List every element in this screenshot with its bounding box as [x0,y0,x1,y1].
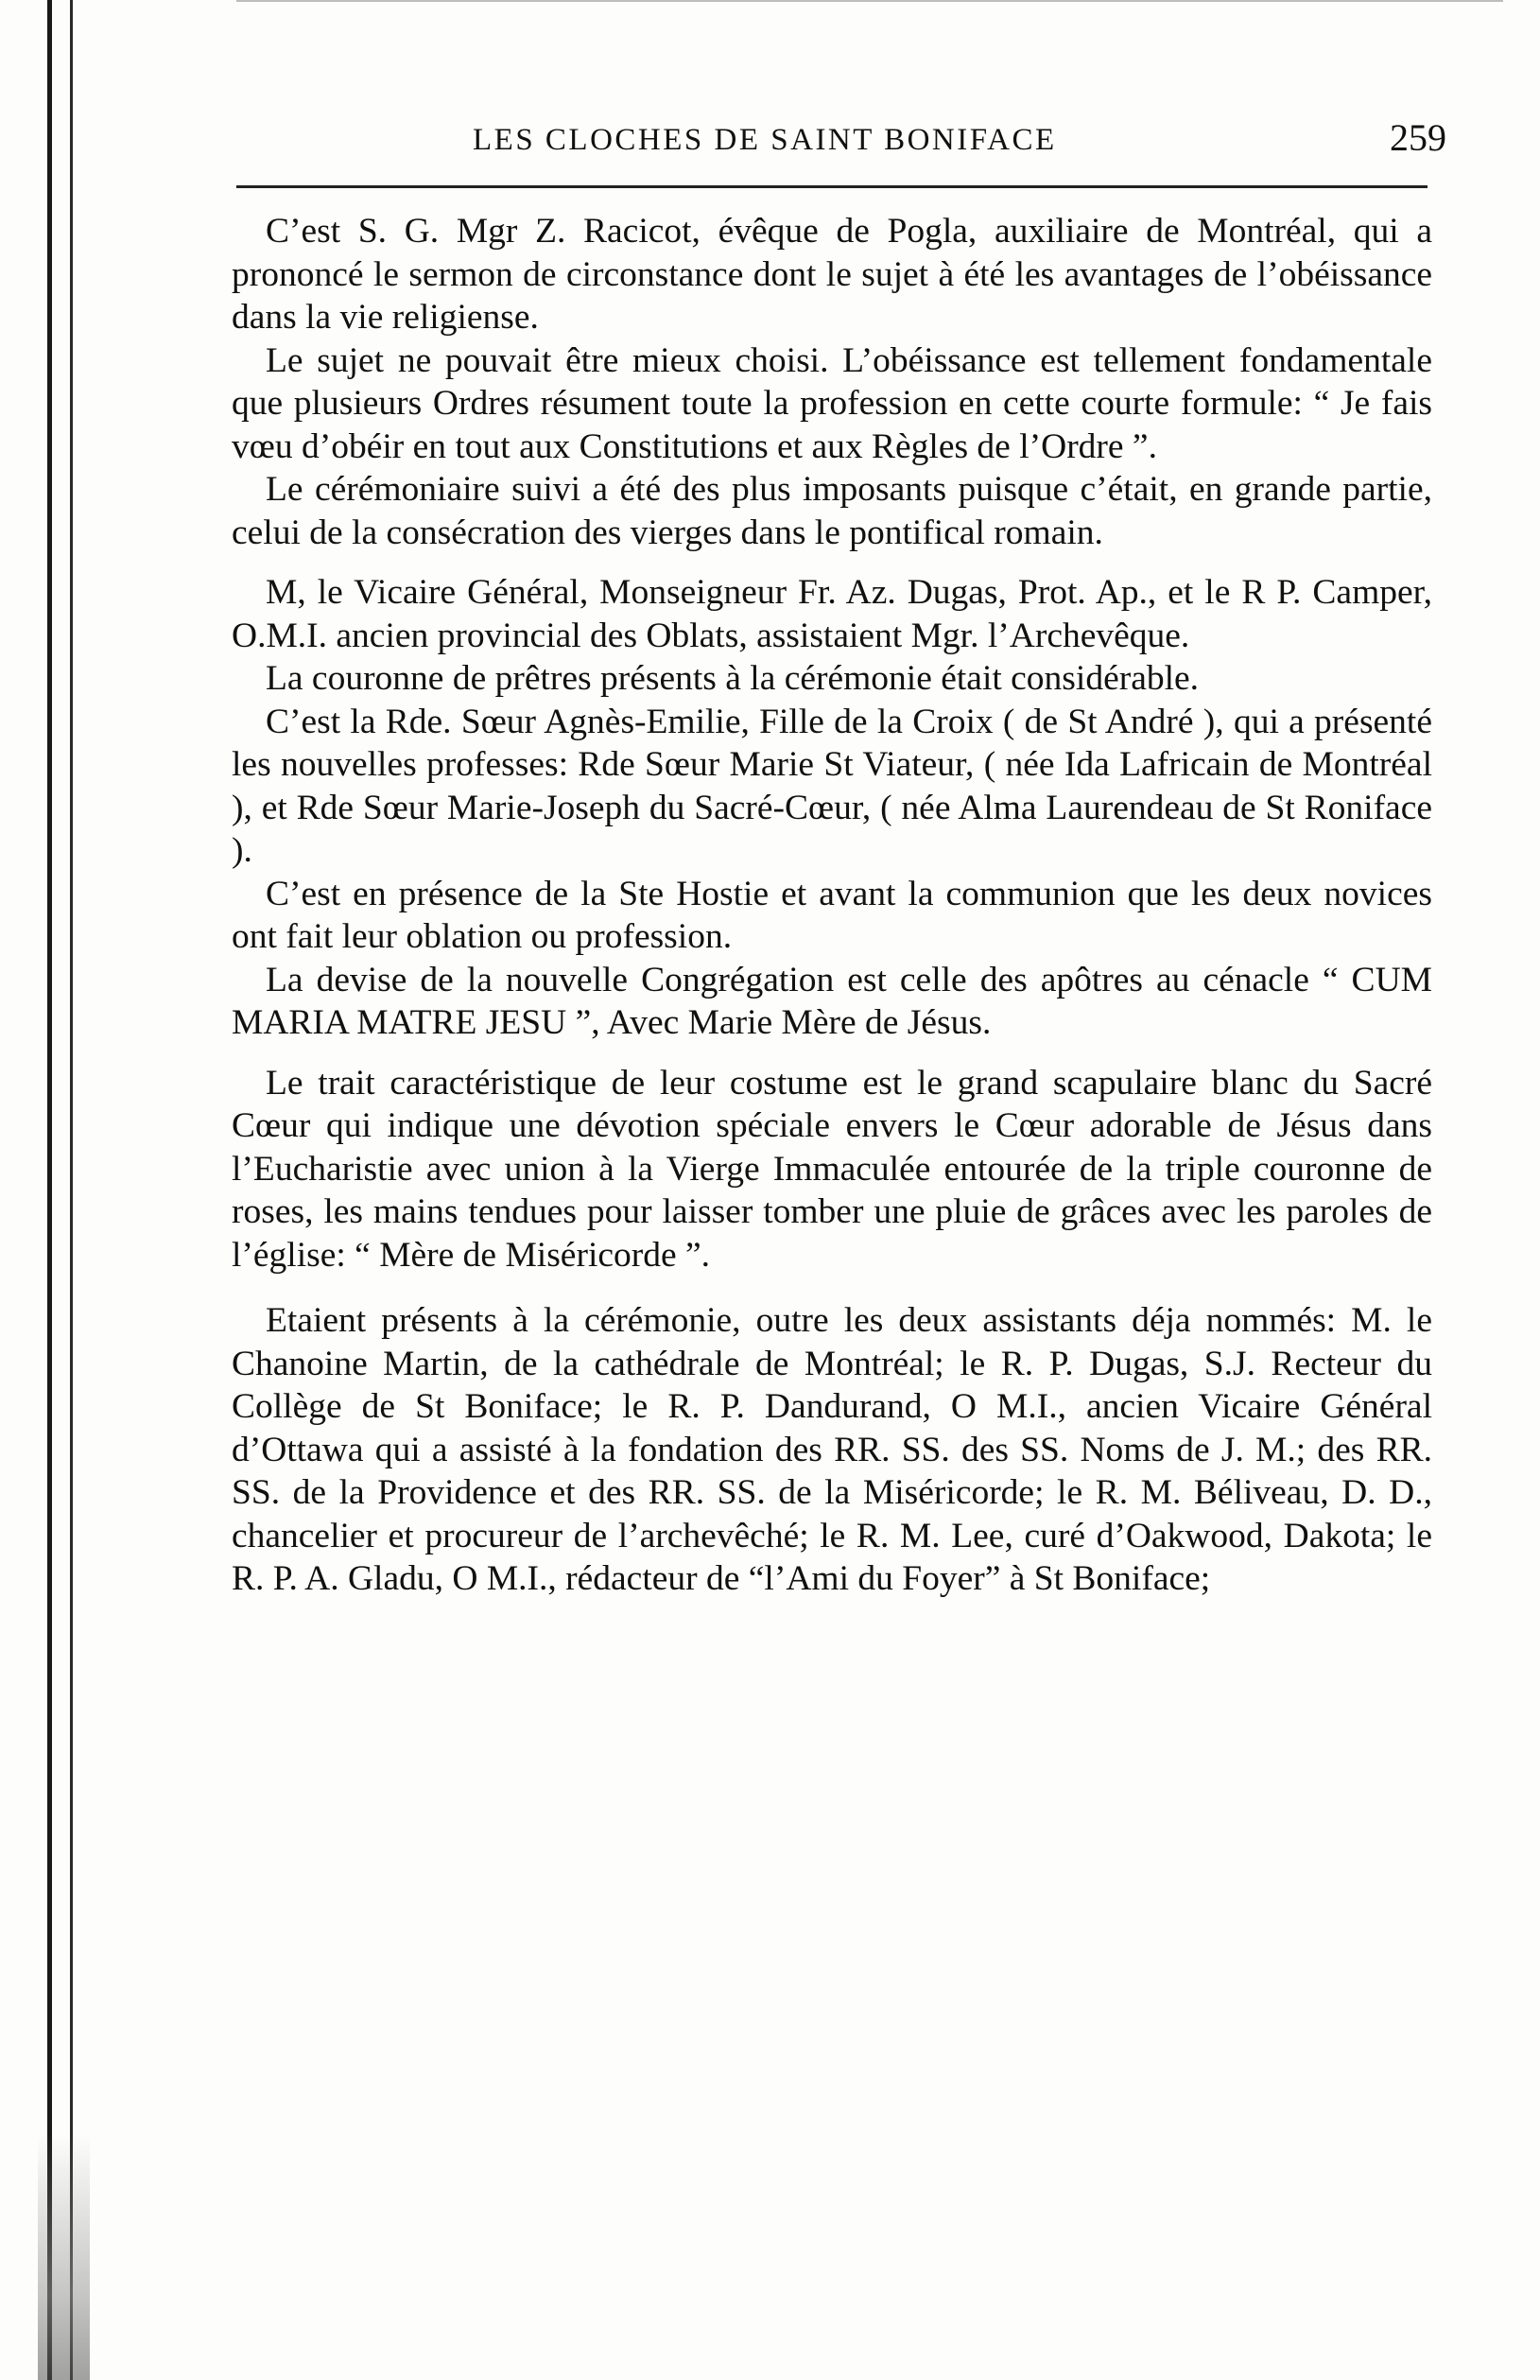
paragraph: Le cérémoniaire suivi a été des plus imposants puisque c’était, en grande partie, celui de la consécration des vierges dans le pontifical romain. [232,470,1432,552]
page-number: 259 [1390,116,1446,159]
binding-line [47,0,52,2380]
binding-edge [0,0,90,2380]
paragraph: C’est S. G. Mgr Z. Racicot, évêque de Pogla, auxiliaire de Montréal, qui a prononcé le sermon de circonstance dont le sujet à été les avantages de l’obéissance dans la vie religiense. [232,212,1432,337]
paragraph: C’est la Rde. Sœur Agnès-Emilie, Fille de la Croix ( de St André ), qui a présenté les nouvelles professes: Rde Sœur Marie St Viateur, ( née Ida Lafricain de Montréal ), et Rde Sœur Marie-Joseph du Sacré-Cœur, ( née Alma Laurendeau de St Roniface ). [232,702,1432,870]
paragraph: La devise de la nouvelle Congrégation est celle des apôtres au cénacle “ CUM MARIA MATRE JESU ”, Avec Marie Mère de Jésus. [232,960,1432,1042]
header-rule [236,185,1428,188]
paragraph: Le trait caractéristique de leur costume est le grand scapulaire blanc du Sacré Cœur qui indique une dévotion spéciale envers le Cœur adorable de Jésus dans l’Eucharistie avec union à la Vierge Immaculée entourée de la triple couronne de roses, les mains tendues pour laisser tomber une pluie de grâces avec les paroles de l’église: “ Mère de Miséricorde ”. [232,1063,1432,1275]
paragraph: Le sujet ne pouvait être mieux choisi. L’obéissance est tellement fondamentale que plusieurs Ordres résument toute la profession en cette courte formule: “ Je fais vœu d’obéir en tout aux Constitutions et aux Règles de l’Ordre ”. [232,340,1432,466]
paragraph: C’est en présence de la Ste Hostie et avant la communion que les deux novices ont fait leur oblation ou profession. [232,874,1432,956]
paragraph: Etaient présents à la cérémonie, outre les deux assistants déja nommés: M. le Chanoine Martin, de la cathédrale de Montréal; le R. P. Dugas, S.J. Recteur du Collège de St Boniface; le R. P. Dandurand, O M.I., ancien Vicaire Général d’Ottawa qui a assisté à la fondation des RR. SS. des SS. Noms de J. M.; des RR. SS. de la Providence et des RR. SS. de la Miséricorde; le R. M. Béliveau, D. D., chancelier et procureur de l’archevêché; le R. M. Lee, curé d’Oakwood, Dakota; le R. P. A. Gladu, O M.I., rédacteur de “l’Ami du Foyer” à St Boniface; [232,1301,1432,1598]
binding-shadow [38,2134,90,2380]
running-head [236,112,1446,168]
page-top-edge [236,0,1503,2]
body-text [232,210,1432,1601]
binding-line [70,0,73,2380]
paragraph: M, le Vicaire Général, Monseigneur Fr. Az. Dugas, Prot. Ap., et le R P. Camper, O.M.I. ancien provincial des Oblats, assistaient Mgr. l’Archevêque. [232,573,1432,655]
paragraph: La couronne de prêtres présents à la cérémonie était considérable. [266,659,1200,698]
running-head-title: LES CLOCHES DE SAINT BONIFACE [473,123,1057,157]
